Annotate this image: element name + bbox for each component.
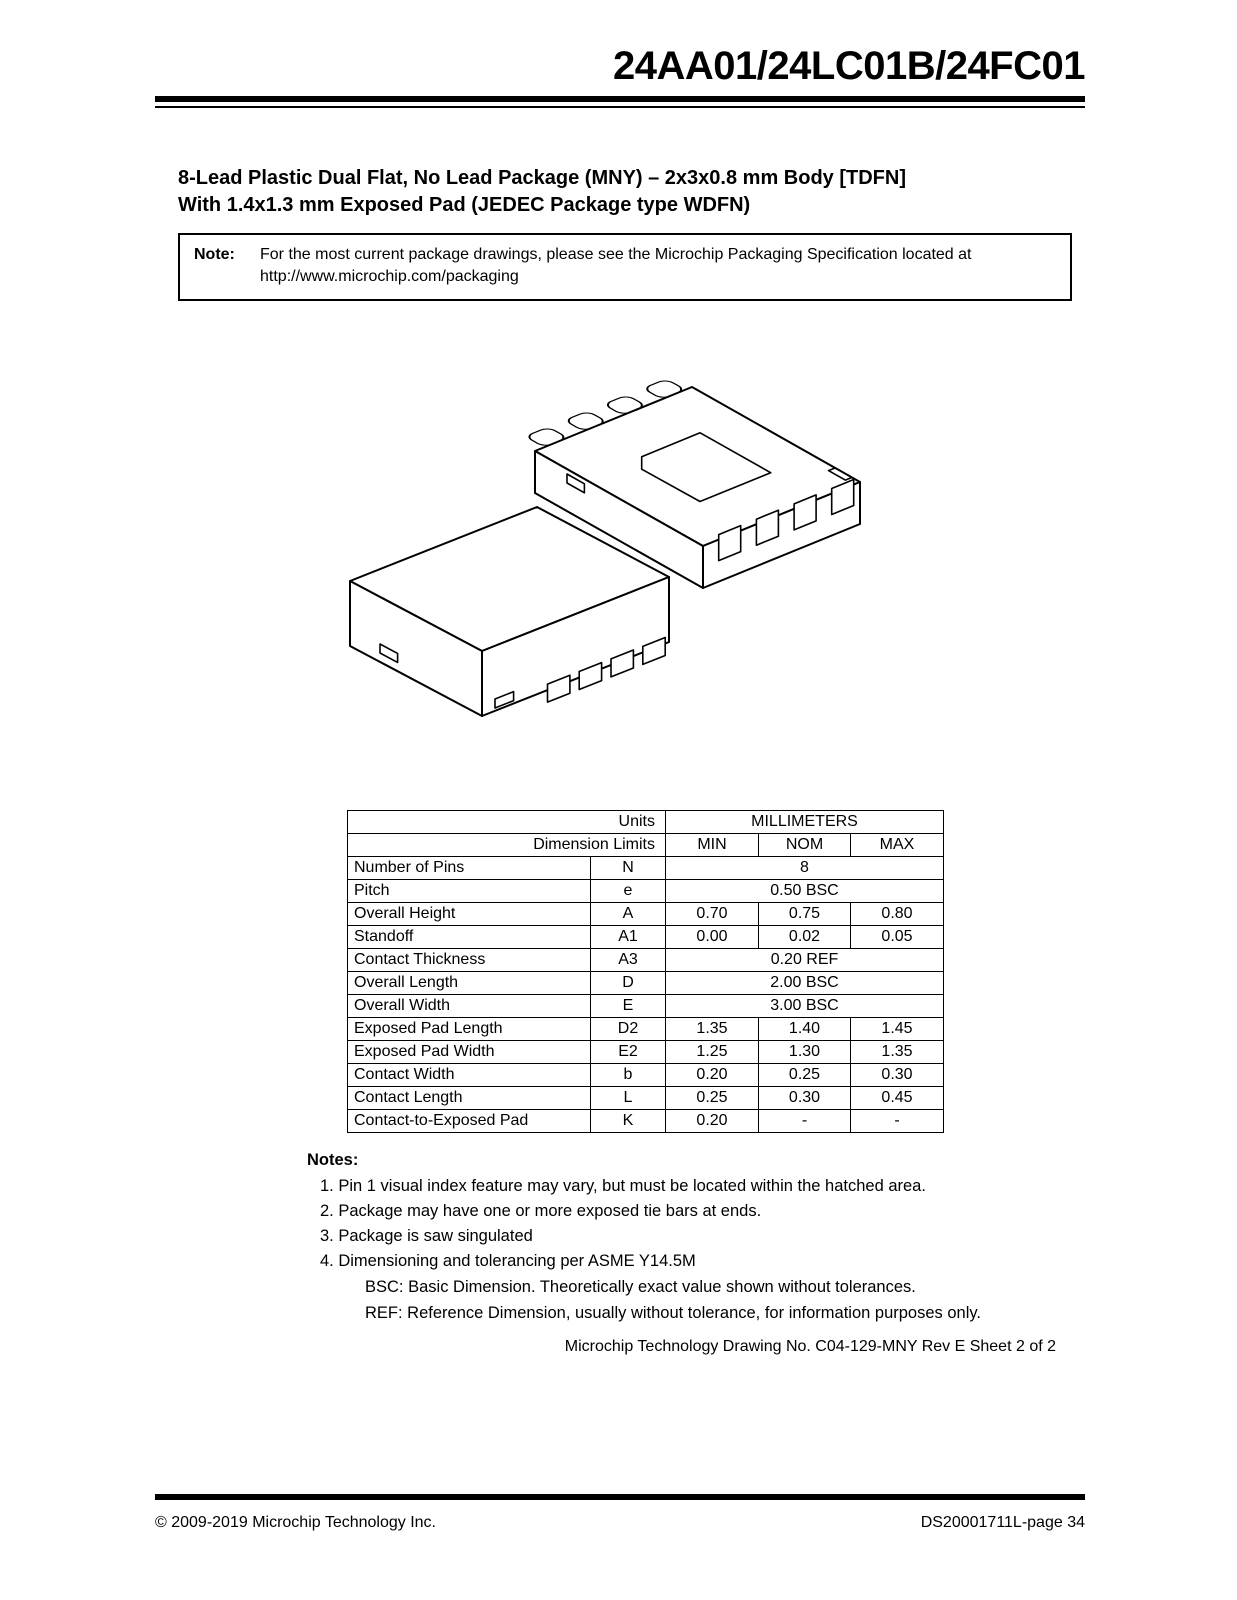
dim-max: 0.05 (851, 926, 944, 949)
dim-min: 0.00 (666, 926, 759, 949)
dim-max: 0.80 (851, 903, 944, 926)
dim-symbol: A (591, 903, 666, 926)
table-row (348, 949, 944, 972)
tdfn-package-isometric-drawing (330, 346, 890, 746)
dim-symbol: N (591, 857, 666, 880)
bsc-definition: BSC: Basic Dimension. Theoretically exact value shown without tolerances. (365, 1278, 916, 1296)
note-box (178, 233, 1072, 301)
table-row (348, 972, 944, 995)
dim-min: 1.35 (666, 1018, 759, 1041)
notes-section (307, 1147, 1237, 1326)
ref-definition: REF: Reference Dimension, usually without tolerance, for information purposes only. (365, 1304, 981, 1322)
note-label: Note: (194, 246, 235, 263)
limits-label-cell: Dimension Limits (348, 834, 666, 857)
note-item-1: 1. Pin 1 visual index feature may vary, but must be located within the hatched area. (320, 1177, 926, 1195)
dim-min: 0.70 (666, 903, 759, 926)
dim-span-value: 0.20 REF (666, 949, 944, 972)
drawing-reference: Microchip Technology Drawing No. C04-129-MNY Rev E Sheet 2 of 2 (564, 1338, 1056, 1355)
dim-nom: 0.30 (759, 1087, 851, 1110)
dim-symbol: E (591, 995, 666, 1018)
page-title: 24AA01/24LC01B/24FC01 (613, 44, 1085, 88)
dim-min: 0.20 (666, 1110, 759, 1133)
table-row (348, 1041, 944, 1064)
dim-span-value: 0.50 BSC (666, 880, 944, 903)
header-rule-thick (155, 96, 1085, 102)
note-url: http://www.microchip.com/packaging (260, 268, 519, 285)
dim-name: Overall Width (348, 995, 591, 1018)
limits-header-row (348, 834, 944, 857)
table-row (348, 1087, 944, 1110)
dim-name: Exposed Pad Length (348, 1018, 591, 1041)
dim-symbol: K (591, 1110, 666, 1133)
dim-symbol: D (591, 972, 666, 995)
table-row (348, 903, 944, 926)
footer-doc-id: DS20001711L-page 34 (920, 1514, 1085, 1531)
units-value-cell: MILLIMETERS (666, 811, 944, 834)
dim-symbol: L (591, 1087, 666, 1110)
header-rule-thin (155, 106, 1085, 108)
dim-nom: 0.75 (759, 903, 851, 926)
note-item-2: 2. Package may have one or more exposed tie bars at ends. (320, 1202, 762, 1220)
dim-span-value: 8 (666, 857, 944, 880)
dim-nom: - (759, 1110, 851, 1133)
table-row (348, 857, 944, 880)
dim-symbol: A3 (591, 949, 666, 972)
dim-name: Standoff (348, 926, 591, 949)
dim-name: Contact Length (348, 1087, 591, 1110)
dim-name: Number of Pins (348, 857, 591, 880)
table-row (348, 1018, 944, 1041)
units-label-cell: Units (348, 811, 666, 834)
dim-name: Overall Length (348, 972, 591, 995)
footer-rule (155, 1494, 1085, 1500)
dim-symbol: D2 (591, 1018, 666, 1041)
dim-symbol: e (591, 880, 666, 903)
dim-min: 1.25 (666, 1041, 759, 1064)
section-heading-line2: With 1.4x1.3 mm Exposed Pad (JEDEC Package type WDFN) (178, 194, 751, 216)
note-item-3: 3. Package is saw singulated (320, 1227, 533, 1245)
dim-name: Contact Width (348, 1064, 591, 1087)
dim-max: 0.30 (851, 1064, 944, 1087)
table-row (348, 1110, 944, 1133)
dim-name: Overall Height (348, 903, 591, 926)
max-header-cell: MAX (851, 834, 944, 857)
dim-max: 1.35 (851, 1041, 944, 1064)
units-row (348, 811, 944, 834)
dim-nom: 1.30 (759, 1041, 851, 1064)
page-footer (155, 1494, 1085, 1532)
package-drawing (330, 346, 890, 746)
notes-title: Notes: (307, 1151, 359, 1169)
note-text-line1: For the most current package drawings, please see the Microchip Packaging Specification located at (260, 246, 972, 263)
table-row (348, 1064, 944, 1087)
dim-name: Contact-to-Exposed Pad (348, 1110, 591, 1133)
nom-header-cell: NOM (759, 834, 851, 857)
note-text (260, 244, 972, 288)
note-item-4: 4. Dimensioning and tolerancing per ASME Y14.5M (320, 1252, 696, 1270)
dim-name: Pitch (348, 880, 591, 903)
dim-nom: 0.02 (759, 926, 851, 949)
table-row (348, 926, 944, 949)
section-heading-line1: 8-Lead Plastic Dual Flat, No Lead Package (MNY) – 2x3x0.8 mm Body [TDFN] (178, 167, 906, 189)
dim-max: 0.45 (851, 1087, 944, 1110)
dim-min: 0.25 (666, 1087, 759, 1110)
dim-span-value: 2.00 BSC (666, 972, 944, 995)
footer-copyright: © 2009-2019 Microchip Technology Inc. (155, 1514, 436, 1531)
dim-max: 1.45 (851, 1018, 944, 1041)
dim-symbol: b (591, 1064, 666, 1087)
dim-min: 0.20 (666, 1064, 759, 1087)
header-rules (155, 96, 1085, 108)
dim-symbol: E2 (591, 1041, 666, 1064)
dim-name: Contact Thickness (348, 949, 591, 972)
dimension-table (347, 810, 944, 1133)
dim-max: - (851, 1110, 944, 1133)
dim-symbol: A1 (591, 926, 666, 949)
dim-span-value: 3.00 BSC (666, 995, 944, 1018)
table-row (348, 880, 944, 903)
dim-nom: 0.25 (759, 1064, 851, 1087)
dim-name: Exposed Pad Width (348, 1041, 591, 1064)
section-heading (178, 165, 1237, 219)
table-row (348, 995, 944, 1018)
min-header-cell: MIN (666, 834, 759, 857)
dim-nom: 1.40 (759, 1018, 851, 1041)
